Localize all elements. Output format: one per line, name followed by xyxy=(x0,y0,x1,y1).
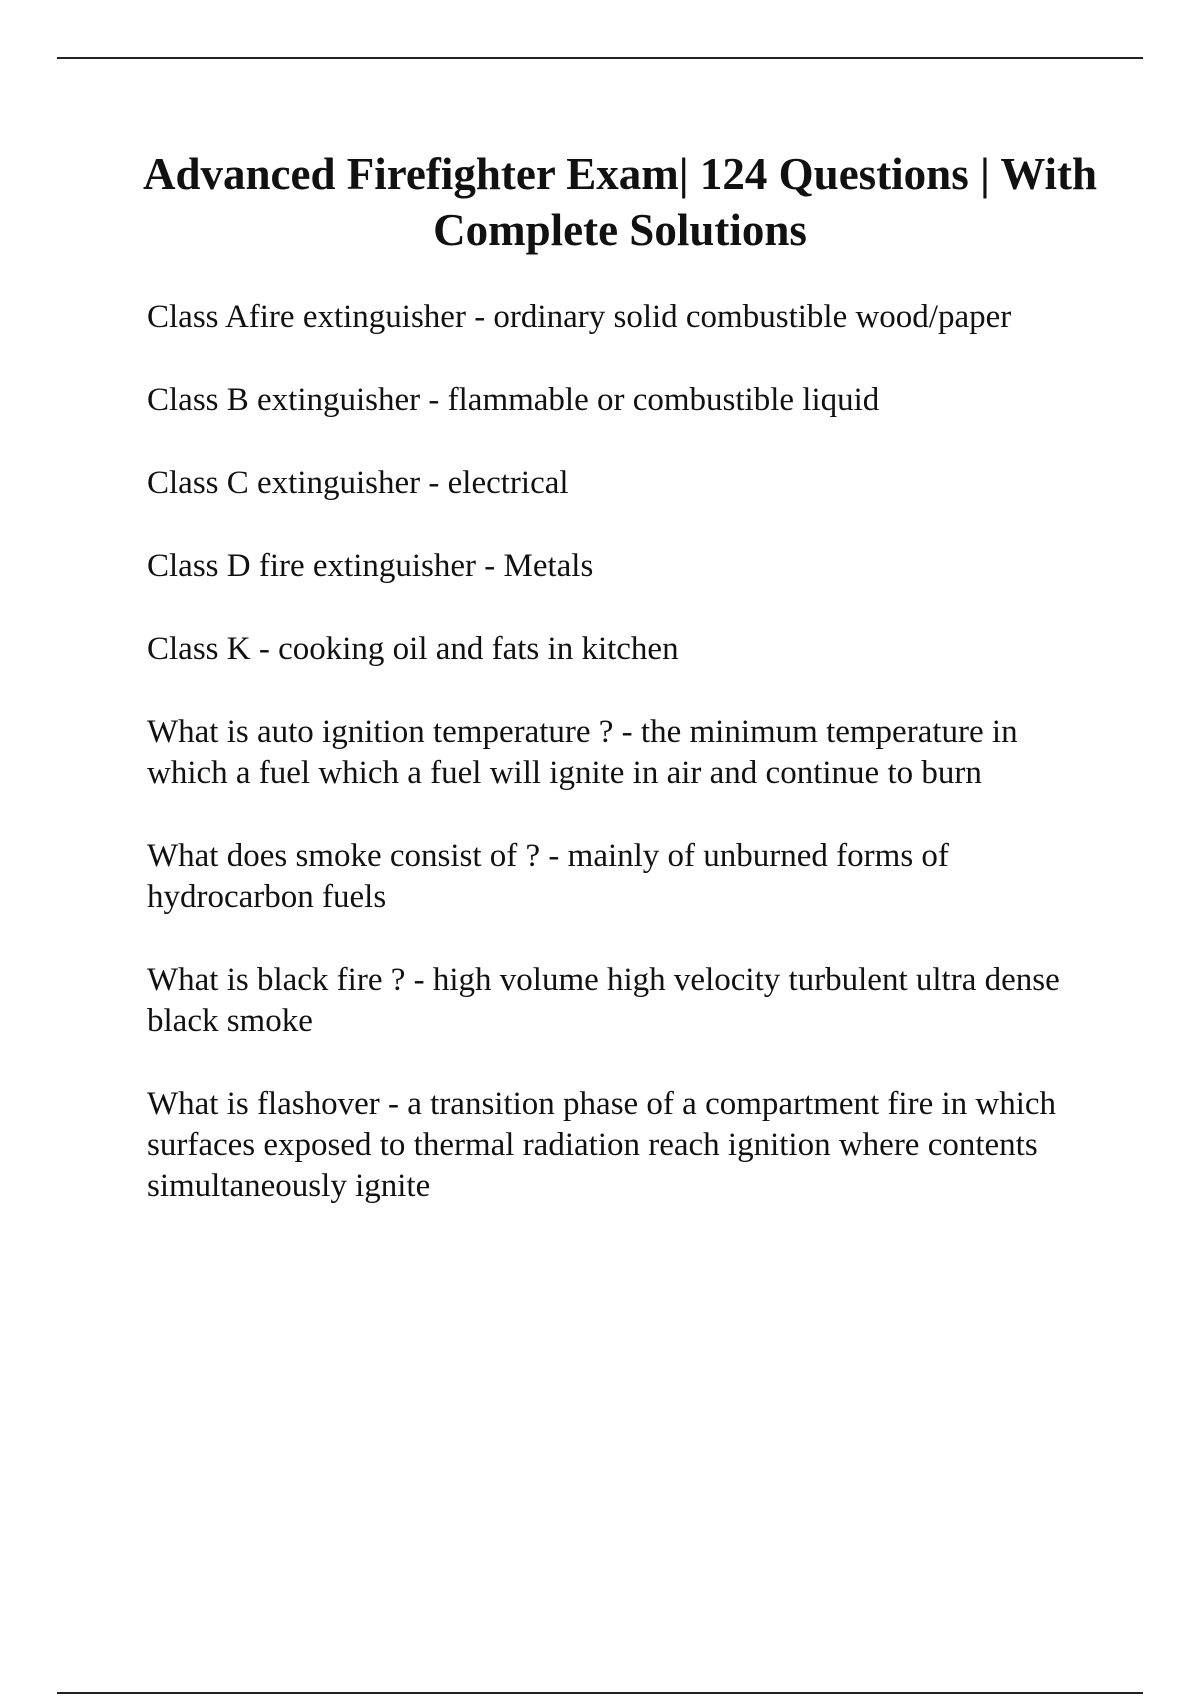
question-entry: What is auto ignition temperature ? - the minimum temperature in which a fuel which a fuel will ignite in air and continue to burn xyxy=(147,714,1018,791)
question-entry: Class B extinguisher - flammable or combustible liquid xyxy=(147,382,880,418)
question-entry: Class C extinguisher - electrical xyxy=(147,465,569,501)
document-title: Advanced Firefighter Exam| 124 Questions | With Complete Solutions xyxy=(142,149,1098,255)
question-entry: Class Afire extinguisher - ordinary solid combustible wood/paper xyxy=(147,299,1012,335)
question-list xyxy=(147,297,1087,1249)
question-entry: Class K - cooking oil and fats in kitchen xyxy=(147,631,679,667)
bottom-divider xyxy=(57,1692,1143,1694)
top-divider xyxy=(57,57,1143,59)
question-entry: What is black fire ? - high volume high velocity turbulent ultra dense black smoke xyxy=(147,962,1060,1039)
question-entry: What is flashover - a transition phase of a compartment fire in which surfaces exposed to thermal radiation reach ignition where contents simultaneously ignite xyxy=(147,1086,1057,1204)
question-entry: Class D fire extinguisher - Metals xyxy=(147,548,594,584)
question-entry: What does smoke consist of ? - mainly of unburned forms of hydrocarbon fuels xyxy=(147,838,949,915)
